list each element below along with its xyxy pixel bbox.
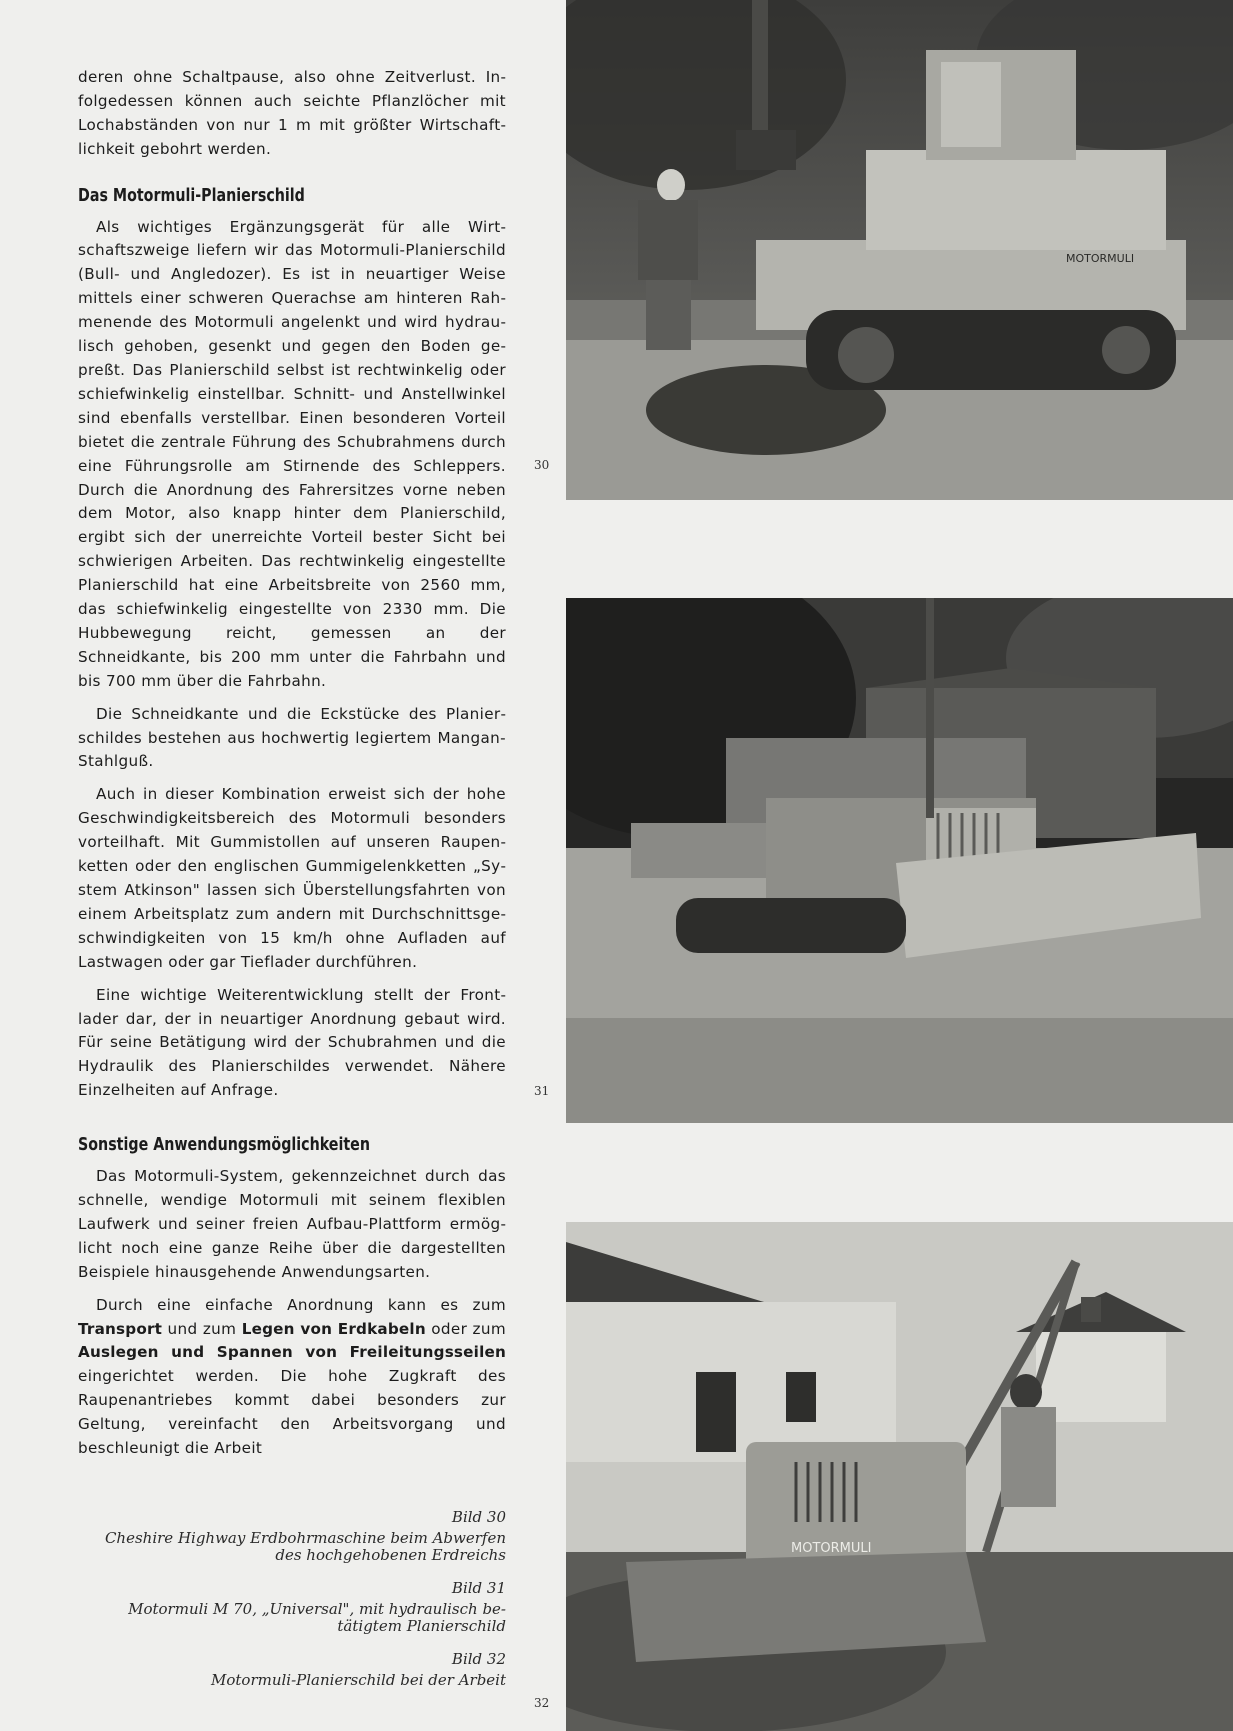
plate-text: MOTORMULI xyxy=(1066,252,1135,265)
text-run: oder zum xyxy=(431,1319,506,1338)
caption-bild-32 xyxy=(78,1651,506,1689)
caption-text: Cheshire Highway Erdbohrmaschine beim Abwerfen des hochgehobenen Erdreichs xyxy=(104,1529,506,1564)
paragraph-planierschild-3: Auch in dieser Kombination erweist sich der hohe Geschwindigkeitsbereich des Motormuli besonders vorteilhaft. Mit Gummistollen auf unseren Raupenketten oder den englischen Gummigelenkketten „System Atkinson" lassen sich Überstellungsfahrten von einem Arbeitsplatz zum andern mit Durchschnittsgeschwindigkeiten von 15 km/h ohne Aufladen auf Lastwagen oder gar Tieflader durchführen. xyxy=(78,785,506,971)
caption-text: Motormuli-Planierschild bei der Arbeit xyxy=(211,1671,506,1689)
text-run: Durch eine einfache Anordnung kann es zum xyxy=(96,1295,506,1314)
bold-term-freileitung: Auslegen und Spannen von Freileitungsseilen xyxy=(78,1343,506,1362)
photo-planierschild-arbeit xyxy=(566,1222,1233,1731)
plate-text: MOTORMULI xyxy=(791,1541,872,1556)
photo-erdbohrmaschine xyxy=(566,0,1233,500)
intro-paragraph: deren ohne Schaltpause, also ohne Zeitverlust. Infolgedessen können auch seichte Pflanzlöcher mit Lochabständen von nur 1 m mit größter Wirtschaftlichkeit gebohrt werden. xyxy=(78,68,506,158)
heading-sonstige: Sonstige Anwendungsmöglichkeiten xyxy=(78,1134,370,1156)
paragraph-sonstige-1: Das Motormuli-System, gekennzeichnet durch das schnelle, wendige Motormuli mit seinem flexiblen Laufwerk und seiner freien Aufbau-Plattform ermöglicht noch eine ganze Reihe über die dargestellten Beispiele hinausgehende Anwendungsarten. xyxy=(78,1167,506,1281)
text-run: eingerichtet werden. Die hohe Zugkraft des Raupenantriebes kommt dabei besonders zur Geltung, vereinfacht den Arbeitsvorgang und beschleunigt die Arbeit xyxy=(78,1367,506,1458)
captions xyxy=(78,1509,506,1705)
bold-term-erdkabel: Legen von Erdkabeln xyxy=(241,1319,426,1338)
caption-bild-30 xyxy=(78,1509,506,1564)
bold-term-transport: Transport xyxy=(78,1319,163,1338)
photo-bild-32 xyxy=(566,1222,1233,1731)
caption-label: Bild 30 xyxy=(451,1508,506,1526)
paragraph-sonstige-2 xyxy=(78,1294,506,1461)
text-run: und zum xyxy=(167,1319,237,1338)
photo-motormuli-m70 xyxy=(566,598,1233,1123)
caption-text: Motormuli M 70, „Universal", mit hydraulisch betätigtem Planierschild xyxy=(128,1600,506,1635)
page-number-30: 30 xyxy=(534,458,550,472)
photo-bild-31 xyxy=(566,598,1233,1123)
paragraph-planierschild-4: Eine wichtige Weiterentwicklung stellt der Frontlader dar, der in neuartiger Anordnung gebaut wird. Für seine Betätigung wird der Schubrahmen und die Hydraulik des Planierschildes verwendet. Nähere Einzelheiten auf Anfrage. xyxy=(78,985,506,1100)
paragraph-planierschild-1: Als wichtiges Ergänzungsgerät für alle Wirtschaftszweige liefern wir das Motormuli-Planierschild (Bull- und Angledozer). Es ist in neuartiger Weise mittels einer schweren Querachse am hinteren Rahmenende des Motormuli angelenkt und wird hydraulisch gehoben, gesenkt und gegen den Boden gepreßt. Das Planierschild selbst ist rechtwinkelig oder schiefwinkelig einstellbar. Schnitt- und Anstellwinkel sind ebenfalls verstellbar. Einen besonderen Vorteil bietet die zentrale Führung des Schubrahmens durch eine Führungsrolle am Stirnende des Schleppers. Durch die Anordnung des Fahrersitzes vorne neben dem Motor, also knapp hinter dem Planierschild, ergibt sich der unerreichte Vorteil bester Sicht bei schwierigen Arbeiten. Das rechtwinkelig eingestellte Planierschild hat eine Arbeitsbreite von 2560 mm, das schiefwinkelig eingestellte von 2330 mm. Die Hubbewegung reicht, gemessen an der Schneidkante, bis 200 mm unter die Fahrbahn und bis 700 mm über die Fahrbahn. xyxy=(78,217,506,690)
text-column xyxy=(78,66,506,1470)
page-number-32: 32 xyxy=(534,1696,550,1710)
paragraph-planierschild-2: Die Schneidkante und die Eckstücke des Planierschildes bestehen aus hochwertig legiertem Mangan-Stahlguß. xyxy=(78,704,506,771)
caption-label: Bild 31 xyxy=(451,1579,506,1597)
photo-bild-30 xyxy=(566,0,1233,500)
caption-label: Bild 32 xyxy=(451,1650,506,1668)
page-number-31: 31 xyxy=(534,1084,550,1098)
caption-bild-31 xyxy=(78,1580,506,1635)
heading-planierschild: Das Motormuli-Planierschild xyxy=(78,184,305,206)
